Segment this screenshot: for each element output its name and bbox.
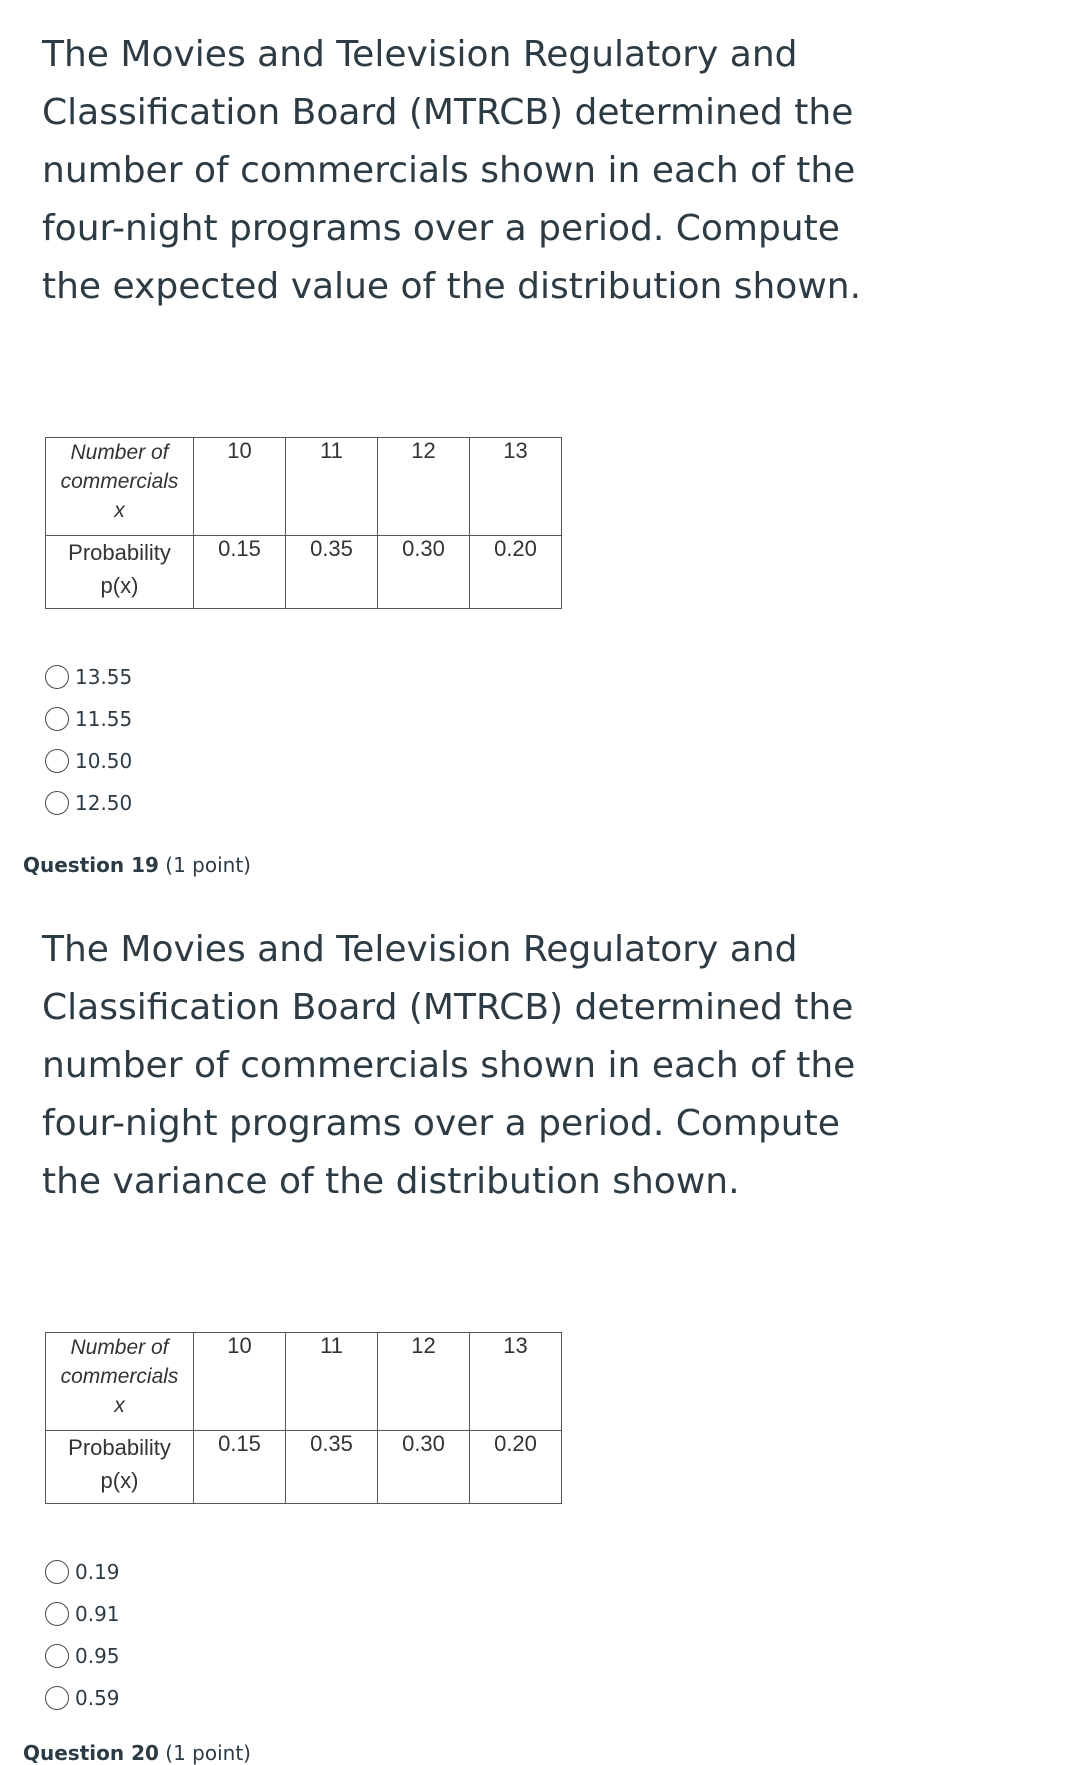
answer-option[interactable]	[45, 698, 132, 740]
x-value-cell: 13	[470, 1333, 562, 1431]
radio-button[interactable]	[45, 791, 69, 815]
p-value-cell: 0.15	[194, 1431, 286, 1504]
question-number: Question 20	[23, 1741, 159, 1765]
distribution-table	[45, 437, 562, 609]
option-label[interactable]: 13.55	[75, 665, 133, 689]
radio-button[interactable]	[45, 707, 69, 731]
x-value-cell: 13	[470, 438, 562, 536]
x-row-header	[46, 438, 194, 536]
option-label[interactable]: 0.59	[75, 1686, 120, 1710]
x-header-line: commercials	[60, 1365, 179, 1388]
option-label[interactable]: 11.55	[75, 707, 133, 731]
answer-option[interactable]	[45, 782, 132, 824]
x-header-line: Number of	[70, 1336, 169, 1359]
answer-option[interactable]	[45, 656, 132, 698]
radio-button[interactable]	[45, 1686, 69, 1710]
question-points: (1 point)	[165, 853, 251, 877]
p-value-cell: 0.15	[194, 536, 286, 609]
radio-button[interactable]	[45, 1644, 69, 1668]
x-header-line: x	[114, 499, 125, 522]
radio-button[interactable]	[45, 1560, 69, 1584]
p-header-line: p(x)	[100, 573, 139, 598]
x-row-header	[46, 1333, 194, 1431]
question-20-header	[23, 1741, 251, 1765]
x-value-cell: 11	[286, 1333, 378, 1431]
option-label[interactable]: 0.95	[75, 1644, 120, 1668]
answer-options	[45, 1551, 120, 1719]
answer-option[interactable]	[45, 740, 132, 782]
x-header-line: x	[114, 1394, 125, 1417]
p-row-header	[46, 536, 194, 609]
table-row	[46, 1431, 562, 1504]
answer-option[interactable]	[45, 1635, 120, 1677]
answer-option[interactable]	[45, 1593, 120, 1635]
option-label[interactable]: 12.50	[75, 791, 133, 815]
radio-button[interactable]	[45, 1602, 69, 1626]
radio-button[interactable]	[45, 665, 69, 689]
x-header-line: commercials	[60, 470, 179, 493]
answer-options	[45, 656, 132, 824]
table-row	[46, 536, 562, 609]
p-value-cell: 0.30	[378, 536, 470, 609]
x-value-cell: 12	[378, 438, 470, 536]
x-value-cell: 10	[194, 438, 286, 536]
p-value-cell: 0.35	[286, 536, 378, 609]
p-value-cell: 0.20	[470, 536, 562, 609]
p-row-header	[46, 1431, 194, 1504]
p-header-line: Probability	[68, 540, 171, 565]
p-value-cell: 0.20	[470, 1431, 562, 1504]
question-points: (1 point)	[165, 1741, 251, 1765]
x-header-line: Number of	[70, 441, 169, 464]
x-value-cell: 11	[286, 438, 378, 536]
x-value-cell: 10	[194, 1333, 286, 1431]
option-label[interactable]: 0.19	[75, 1560, 120, 1584]
question-number: Question 19	[23, 853, 159, 877]
question-19-prompt: The Movies and Television Regulatory and Classification Board (MTRCB) determined the number of commercials shown in each of the four-night programs over a period. Compute the variance of the distribution shown.	[42, 929, 856, 1202]
p-header-line: Probability	[68, 1435, 171, 1460]
option-label[interactable]: 0.91	[75, 1602, 120, 1626]
answer-option[interactable]	[45, 1551, 120, 1593]
p-value-cell: 0.35	[286, 1431, 378, 1504]
option-label[interactable]: 10.50	[75, 749, 133, 773]
table-row	[46, 438, 562, 536]
table-row	[46, 1333, 562, 1431]
p-value-cell: 0.30	[378, 1431, 470, 1504]
distribution-table	[45, 1332, 562, 1504]
p-header-line: p(x)	[100, 1468, 139, 1493]
question-18-prompt: The Movies and Television Regulatory and Classification Board (MTRCB) determined the number of commercials shown in each of the four-night programs over a period. Compute the expected value of the distribution shown.	[42, 34, 862, 307]
radio-button[interactable]	[45, 749, 69, 773]
answer-option[interactable]	[45, 1677, 120, 1719]
question-19-header	[23, 853, 251, 877]
x-value-cell: 12	[378, 1333, 470, 1431]
